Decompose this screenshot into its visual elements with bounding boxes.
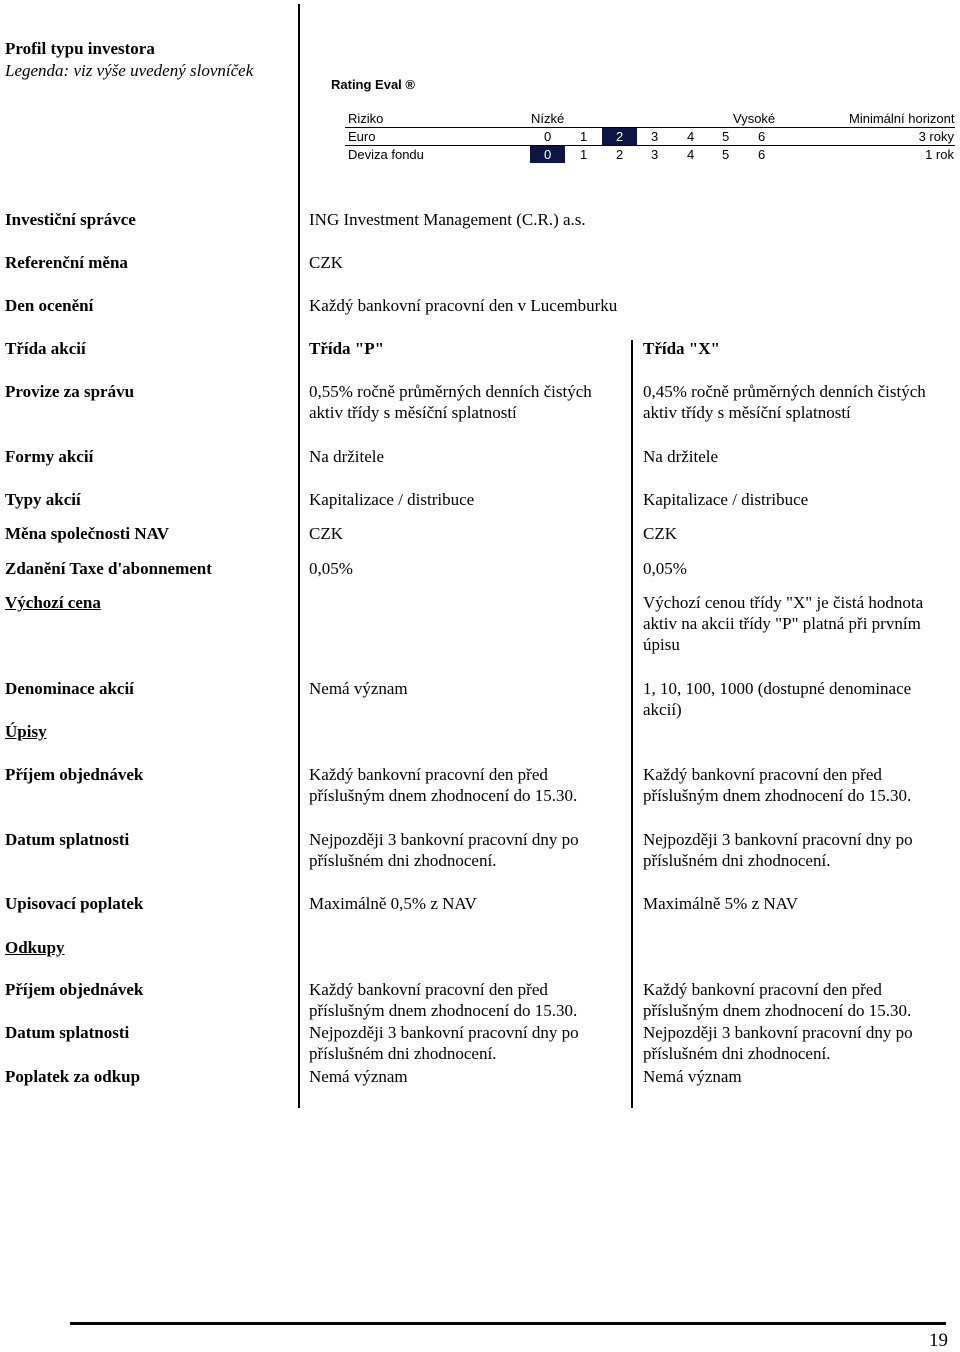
nav-currency-label: Měna společnosti NAV bbox=[5, 524, 170, 543]
initial-price-label: Výchozí cena bbox=[5, 593, 101, 612]
manager-value: ING Investment Management (C.R.) a.s. bbox=[309, 210, 586, 229]
legend-note: Legenda: viz výše uvedený slovníček bbox=[5, 61, 254, 80]
nav-currency-x: CZK bbox=[643, 524, 677, 543]
denomination-x: 1, 10, 100, 1000 (dostupné denominace akcií) bbox=[643, 679, 912, 719]
redemption-settlement-p: Nejpozději 3 bankovní pracovní dny po příslušném dni zhodnocení. bbox=[309, 1023, 579, 1063]
rating-horizon-value: 1 rok bbox=[925, 147, 954, 162]
redemption-fee-x: Nemá význam bbox=[643, 1067, 742, 1086]
rating-row-rule bbox=[345, 145, 955, 146]
redemption-fee-label: Poplatek za odkup bbox=[5, 1067, 141, 1086]
column-divider-left bbox=[298, 4, 300, 1108]
footer-rule bbox=[70, 1322, 946, 1325]
initial-price-x: Výchozí cenou třídy "X" je čistá hodnota aktiv na akcii třídy "P" platná při prvním úpisu bbox=[643, 593, 924, 654]
share-types-p: Kapitalizace / distribuce bbox=[309, 490, 475, 509]
rating-scale-value-selected: 2 bbox=[616, 129, 624, 144]
subscription-fee-x: Maximálně 5% z NAV bbox=[643, 894, 799, 913]
rating-row-label: Euro bbox=[348, 129, 376, 144]
share-forms-x: Na držitele bbox=[643, 447, 719, 466]
subscription-settlement-p: Nejpozději 3 bankovní pracovní dny po příslušném dni zhodnocení. bbox=[309, 830, 579, 870]
rating-scale-value: 0 bbox=[544, 129, 552, 144]
rating-header-rule bbox=[345, 127, 955, 128]
rating-scale-value: 2 bbox=[616, 147, 624, 162]
tax-label: Zdanění Taxe d'abonnement bbox=[5, 559, 212, 578]
subscription-fee-p: Maximálně 0,5% z NAV bbox=[309, 894, 477, 913]
redemption-orders-label: Příjem objednávek bbox=[5, 980, 144, 999]
valuation-day-label: Den ocenění bbox=[5, 296, 94, 315]
subscription-orders-p: Každý bankovní pracovní den před příslušným dnem zhodnocení do 15.30. bbox=[309, 765, 578, 805]
rating-row-label: Deviza fondu bbox=[348, 147, 424, 162]
rating-scale-value: 3 bbox=[651, 129, 659, 144]
share-class-label: Třída akcií bbox=[5, 339, 86, 358]
subscription-orders-label: Příjem objednávek bbox=[5, 765, 144, 784]
rating-col-low: Nízké bbox=[531, 111, 565, 126]
share-forms-p: Na držitele bbox=[309, 447, 385, 466]
subscription-fee-label: Upisovací poplatek bbox=[5, 894, 144, 913]
valuation-day-value: Každý bankovní pracovní den v Lucemburku bbox=[309, 296, 618, 315]
page-title: Profil typu investora bbox=[5, 39, 155, 58]
rating-scale-value: 1 bbox=[580, 147, 588, 162]
page-number: 19 bbox=[929, 1330, 948, 1351]
rating-scale-value: 1 bbox=[580, 129, 588, 144]
rating-scale-value: 4 bbox=[687, 147, 695, 162]
class-p-title: Třída "P" bbox=[309, 339, 385, 358]
ref-currency-value: CZK bbox=[309, 253, 343, 272]
share-types-label: Typy akcií bbox=[5, 490, 81, 509]
rating-scale-value: 6 bbox=[758, 129, 766, 144]
rating-title: Rating Eval ® bbox=[331, 77, 415, 92]
rating-scale-value: 3 bbox=[651, 147, 659, 162]
rating-col-horizon: Minimální horizont bbox=[849, 111, 955, 126]
subscriptions-heading: Úpisy bbox=[5, 722, 47, 741]
subscription-orders-x: Každý bankovní pracovní den před příslušným dnem zhodnocení do 15.30. bbox=[643, 765, 912, 805]
tax-p: 0,05% bbox=[309, 559, 353, 578]
tax-x: 0,05% bbox=[643, 559, 687, 578]
rating-horizon-value: 3 roky bbox=[918, 129, 954, 144]
subscription-settlement-label: Datum splatnosti bbox=[5, 830, 130, 849]
share-forms-label: Formy akcií bbox=[5, 447, 94, 466]
rating-scale-value: 5 bbox=[722, 129, 730, 144]
redemption-settlement-label: Datum splatnosti bbox=[5, 1023, 130, 1042]
redemption-orders-p: Každý bankovní pracovní den před příslušným dnem zhodnocení do 15.30. bbox=[309, 980, 578, 1020]
ref-currency-label: Referenční měna bbox=[5, 253, 128, 272]
redemptions-heading: Odkupy bbox=[5, 938, 65, 957]
nav-currency-p: CZK bbox=[309, 524, 343, 543]
rating-scale-value: 4 bbox=[687, 129, 695, 144]
rating-scale-value: 5 bbox=[722, 147, 730, 162]
management-fee-label: Provize za správu bbox=[5, 382, 135, 401]
column-divider-right bbox=[631, 340, 633, 1108]
management-fee-p: 0,55% ročně průměrných denních čistých aktiv třídy s měsíční splatností bbox=[309, 382, 592, 422]
redemption-fee-p: Nemá význam bbox=[309, 1067, 408, 1086]
subscription-settlement-x: Nejpozději 3 bankovní pracovní dny po příslušném dni zhodnocení. bbox=[643, 830, 913, 870]
share-types-x: Kapitalizace / distribuce bbox=[643, 490, 809, 509]
rating-scale-value: 6 bbox=[758, 147, 766, 162]
redemption-settlement-x: Nejpozději 3 bankovní pracovní dny po příslušném dni zhodnocení. bbox=[643, 1023, 913, 1063]
management-fee-x: 0,45% ročně průměrných denních čistých aktiv třídy s měsíční splatností bbox=[643, 382, 926, 422]
rating-scale-value-selected: 0 bbox=[544, 147, 552, 162]
class-x-title: Třída "X" bbox=[643, 339, 720, 358]
rating-col-high: Vysoké bbox=[733, 111, 776, 126]
denomination-p: Nemá význam bbox=[309, 679, 408, 698]
rating-col-risk: Riziko bbox=[348, 111, 384, 126]
denomination-label: Denominace akcií bbox=[5, 679, 134, 698]
redemption-orders-x: Každý bankovní pracovní den před příslušným dnem zhodnocení do 15.30. bbox=[643, 980, 912, 1020]
manager-label: Investiční správce bbox=[5, 210, 136, 229]
